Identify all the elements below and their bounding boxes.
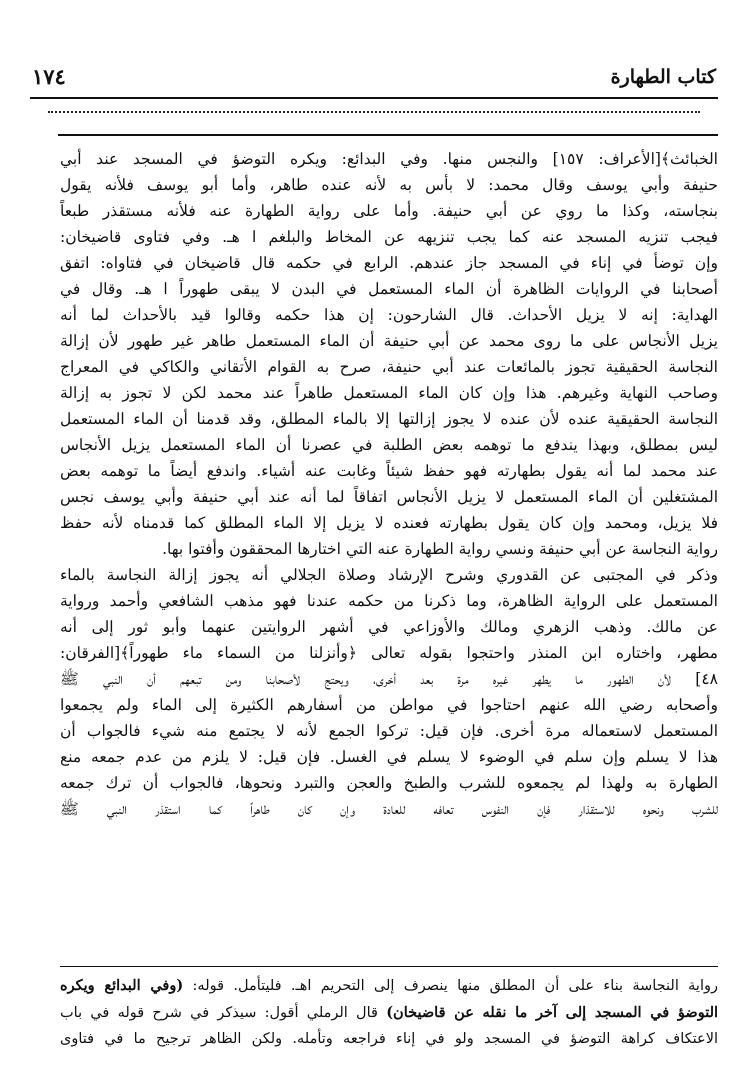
page-header: [30, 66, 718, 94]
text-line: وأصحابه رضي الله عنهم احتاجوا في مواطن من أسفارهم الكثيرة إلى الماء ولم يجمعوا: [60, 696, 718, 714]
text-line: عن مالك. وذهب الزهري ومالك والأوزاعي في أشهر الروايتين عنهما وأبو ثور إلى أنه: [60, 618, 718, 636]
text-line: الهداية: إنه لا يزيل الأحداث. قال الشارحون: إن هذا حكمه وقالوا قيد بالأحداث لما أنه: [60, 306, 718, 324]
footnote-quote: (وفي البدائع ويكره: [60, 977, 184, 994]
text-line: يزيل الأنجاس على ما روى محمد عن أبي حنيفة أن الماء المستعمل طاهر غير طهور لأن إزالة: [60, 332, 718, 350]
text-line: ٤٨] لأن الطهور ما يطهر غيره مرة بعد أخرى، ويحتج لأصحابنا ومن تبعهم أن النبي ﷺ: [60, 670, 718, 688]
footnote-text: قال الرملي أقول: سيذكر في شرح قوله في باب: [60, 1005, 378, 1021]
text-line: المشتغلين أن الماء المستعمل لا يزيل الأنجاس اتفاقاً لما أنه عند أبي حنيفة وأبي يوسف نجس: [60, 488, 718, 506]
footnote-quote: التوضؤ في المسجد إلى آخر ما نقله عن قاضيخان): [386, 1004, 718, 1021]
text-line: المستعمل لاستعماله مرة أخرى. فإن قيل: تركوا الجمع لأنه لا يجتمع منه شيء فالجواب أن: [60, 722, 718, 740]
text-line: وذكر في المجتبى عن القدوري وشرح الإرشاد وصلاة الجلالي أنه يجوز إزالة النجاسة بالماء: [60, 566, 718, 584]
text-line: حنيفة وأبي يوسف وقال محمد: لا بأس به لأنه عنده طاهر، وأما أبو يوسف فلأنه يقول: [60, 176, 718, 194]
text-line: هذا لا يسلم وإن سلم في الوضوء لا يسلم في الغسل. فإن قيل: لا يلزم من عدم جمعه منع: [60, 748, 718, 766]
text-line: وصاحب النهاية وغيرهم. هذا وإن كان الماء المستعمل طاهراً عند محمد لكن لا تجوز به إزالة: [60, 384, 718, 402]
text-line: مطهر، واختاره ابن المنذر واحتجوا بقوله تعالى ﴿وأنزلنا من السماء ماء طهوراً﴾[الفرقان:: [60, 644, 718, 662]
text-line: النجاسة الحقيقية عنده لأن عنده لا يجوز إزالتها إلا بالماء المطلق، وقد قدمنا أن الماء المستعمل: [60, 410, 718, 428]
text-line: الطهارة به ولهذا لم يجمعوه للشرب والطبخ والعجن والتبرد ونحوها، فالجواب أن ترك جمعه: [60, 774, 718, 792]
footnote-line: الاعتكاف كراهة التوضؤ في المسجد ولو في إناء فراجعه وتأمله. ولكن الظاهر ترجيح ما في فتاوى: [60, 1031, 718, 1047]
text-line: عند محمد لما أنه يقول بطهارته فهو حفظ شيئاً وغابت عنه أشياء. واندفع أيضاً ما توهمه بعض: [60, 462, 718, 480]
footnote-rule: [60, 966, 718, 967]
footnote-text: رواية النجاسة بناء على أن المطلق منها ينصرف إلى التحريم اهـ. فليتأمل. قوله:: [192, 978, 718, 994]
text-line: فيجب تنزيه المسجد عنه كما يجب تنزيهه عن المخاط والبلغم ا هـ. وفي فتاوى قاضيخان:: [60, 228, 718, 246]
main-text: [60, 146, 718, 822]
dotted-separator: [48, 111, 700, 113]
text-line: بنجاسته، وكذا ما روي عن أبي حنيفة. وأما على رواية الطهارة عنه فلأنه مستقذر طبعاً: [60, 202, 718, 220]
text-line: فلا يزيل، ومحمد وإن كان يقول بطهارته فعنده لا يزيل إلا الماء المطلق كما قدمناه لأنه حفظ: [60, 514, 718, 532]
text-line: أصحابنا في الروايات الظاهرة أن الماء المستعمل في البدن لا يبقى طهوراً ا هـ. وقال في: [60, 280, 718, 298]
footnote: [60, 972, 718, 1053]
header-rule: [30, 97, 718, 99]
book-title: كتاب الطهارة: [610, 66, 716, 88]
text-line: ليس بمطلق، وبهذا يندفع ما توهمه بعض الطلبة في عصرنا أن الماء المستعمل يزيل الأنجاس: [60, 436, 718, 454]
text-line: النجاسة الحقيقية تجوز بالمائعات عند أبي حنيفة، صرح به القوام الأتقاني والكاكي في المعراج: [60, 358, 718, 376]
footnote-line: [60, 999, 718, 1026]
page-number: ١٧٤: [32, 64, 66, 89]
text-line: رواية النجاسة عن أبي حنيفة ونسي رواية الطهارة عنه التي اختارها المحققون وأفتوا بها.: [162, 540, 718, 558]
text-line: وإن توضأ في إناء في المسجد جاز عندهم. الرابع في حكمه قال قاضيخان في فتاواه: اتفق: [60, 254, 718, 272]
footnote-line: [60, 972, 718, 999]
main-text-rule: [58, 134, 718, 136]
text-line: المستعمل على الرواية الظاهرة، وما ذكرنا من حكمه عندنا فهو مذهب الشافعي وأحمد ورواية: [60, 592, 718, 610]
text-line: الخبائث﴾[الأعراف: ١٥٧] والنجس منها. وفي البدائع: ويكره التوضؤ في المسجد عند أبي: [60, 150, 718, 168]
text-line: للشرب ونحوه للاستقذار فإن النفوس تعافه للعادة وإن كان طاهراً كما استقذر النبي ﷺ: [60, 800, 718, 818]
